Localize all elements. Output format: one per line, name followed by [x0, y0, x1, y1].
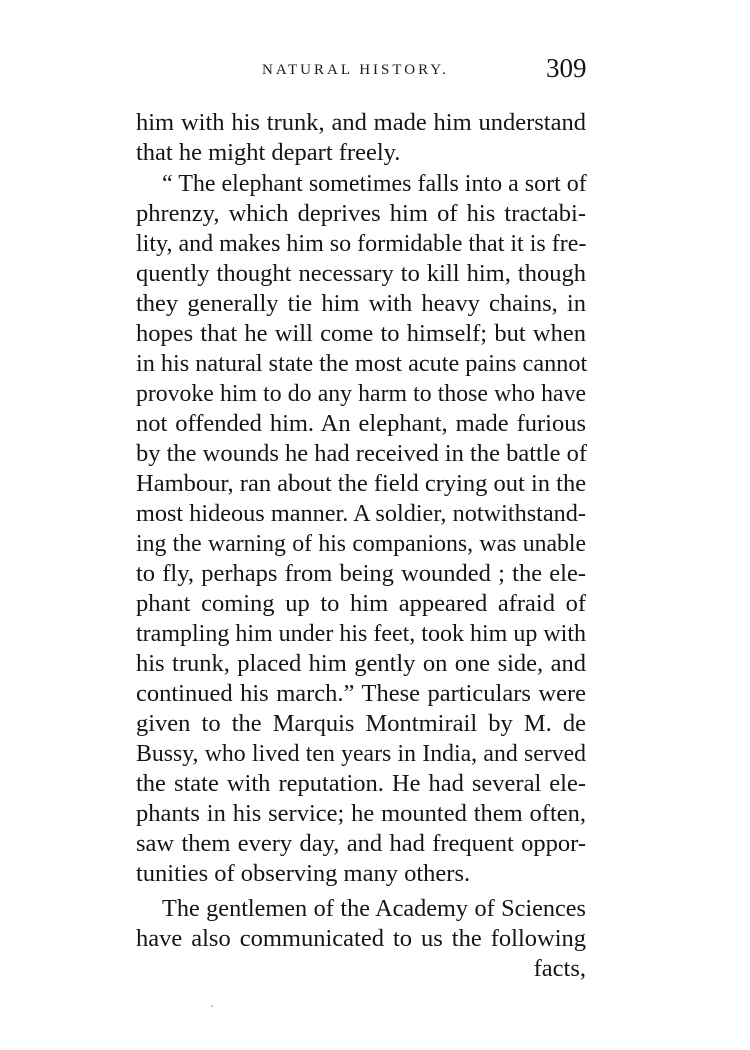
text-line: they generally tie him with heavy chains, in: [136, 290, 586, 317]
text-line: his trunk, placed him gently on one side, and: [136, 650, 586, 677]
text-line: saw them every day, and had frequent oppor-: [136, 830, 586, 857]
text-line: given to the Marquis Montmirail by M. de: [136, 710, 586, 737]
paper-speck: [211, 1005, 213, 1007]
text-line: phrenzy, which deprives him of his tractabi-: [136, 200, 586, 227]
text-line: him with his trunk, and made him understand: [136, 109, 586, 136]
page-number: 309: [546, 53, 587, 83]
text-line: quently thought necessary to kill him, though: [136, 260, 586, 287]
text-line: ing the warning of his companions, was unable: [136, 531, 586, 557]
text-line: Bussy, who lived ten years in India, and served: [136, 741, 586, 767]
text-line: not offended him. An elephant, made furious: [136, 410, 586, 437]
text-line: that he might depart freely.: [136, 139, 401, 166]
catchword: facts,: [533, 955, 586, 982]
text-line: in his natural state the most acute pains cannot: [136, 350, 588, 377]
text-line: have also communicated to us the following: [136, 925, 586, 952]
running-title: NATURAL HISTORY.: [262, 62, 449, 78]
text-line: phants in his service; he mounted them often,: [136, 800, 586, 827]
text-line: provoke him to do any harm to those who have: [136, 381, 586, 407]
text-line: most hideous manner. A soldier, notwithstand-: [136, 500, 586, 527]
text-line: lity, and makes him so formidable that it is fre-: [136, 231, 587, 257]
text-line: tunities of observing many others.: [136, 860, 471, 887]
paragraph-start-line: The gentlemen of the Academy of Sciences: [162, 895, 586, 922]
text-line: continued his march.” These particulars were: [136, 680, 586, 707]
text-line: hopes that he will come to himself; but when: [136, 320, 586, 347]
text-line: phant coming up to him appeared afraid of: [136, 590, 586, 617]
text-line: Hambour, ran about the field crying out in the: [136, 470, 587, 497]
text-line: to fly, perhaps from being wounded ; the ele-: [136, 560, 586, 587]
paragraph-start-line: “ The elephant sometimes falls into a sort of: [162, 171, 587, 197]
text-line: by the wounds he had received in the battle of: [136, 440, 588, 467]
text-line: the state with reputation. He had several ele-: [136, 770, 586, 797]
text-line: trampling him under his feet, took him up with: [136, 621, 586, 647]
